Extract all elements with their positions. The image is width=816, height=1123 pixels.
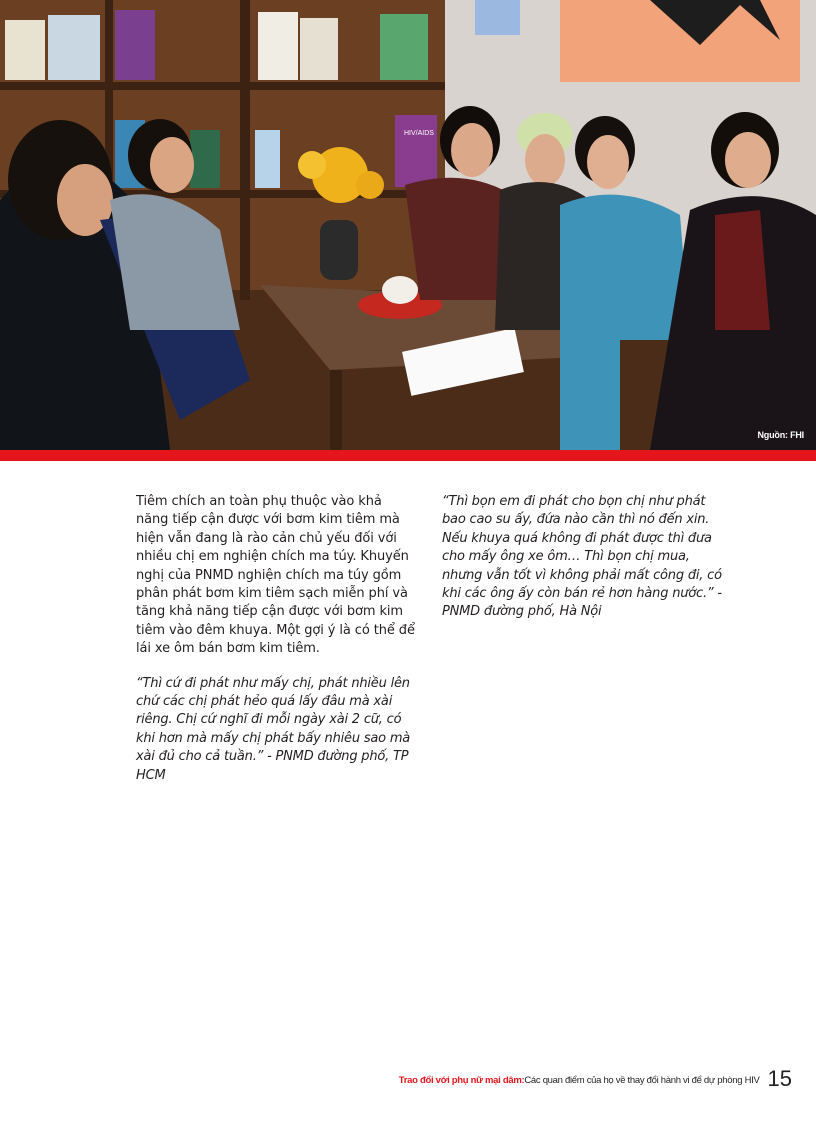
red-divider-rule — [0, 450, 816, 461]
footer-document-title: Các quan điểm của họ về thay đổi hành vi để dự phòng HIV — [524, 1075, 760, 1086]
street-quote-hanoi: “Thì bọn em đi phát cho bọn chị như phát bao cao su ấy, đứa nào cần thì nó đến xin. Nếu khuya quá không đi phát được thì đưa cho mấy ông xe ôm… Thì bọn chị mua, nhưng vẫn tốt vì không phải mất công đi, có khi các ông ấy còn bán rẻ hơn hàng nước.” - PNMD đường phố, Hà Nội — [442, 494, 722, 620]
right-column — [442, 493, 724, 622]
page-number: 15 — [767, 1066, 792, 1091]
body-paragraph: Tiêm chích an toàn phụ thuộc vào khả năng tiếp cận được với bơm kim tiêm mà hiện vẫn đang là rào cản chủ yếu đối với nhiều chị em nghiện chích ma túy. Khuyến nghị của PNMD nghiện chích ma túy gồm phân phát bơm kim tiêm sạch miễn phí và tăng khả năng tiếp cận được với bơm kim tiêm vào đêm khuya. Một gợi ý là có thể để lái xe ôm bán bơm kim tiêm. — [136, 494, 415, 657]
photo-illustration — [0, 0, 816, 450]
left-column — [136, 493, 418, 785]
page-footer — [399, 1068, 792, 1090]
street-quote-hcm: “Thì cứ đi phát như mấy chị, phát nhiều lên chứ các chị phát hẻo quá lấy đâu mà xài riêng. Chị cứ nghĩ đi mỗi ngày xài 2 cữ, có khi hơn mà mấy chị phát bấy nhiêu sao mà xài đủ cho cả tuần.” - PNMD đường phố, TP HCM — [136, 675, 411, 783]
group-discussion-photo — [0, 0, 816, 450]
photo-credit: Nguồn: FHI — [757, 430, 804, 440]
footer-series-title: Trao đổi với phụ nữ mại dâm: — [398, 1075, 525, 1086]
poster-label-text: HIV/AIDS — [404, 130, 434, 137]
